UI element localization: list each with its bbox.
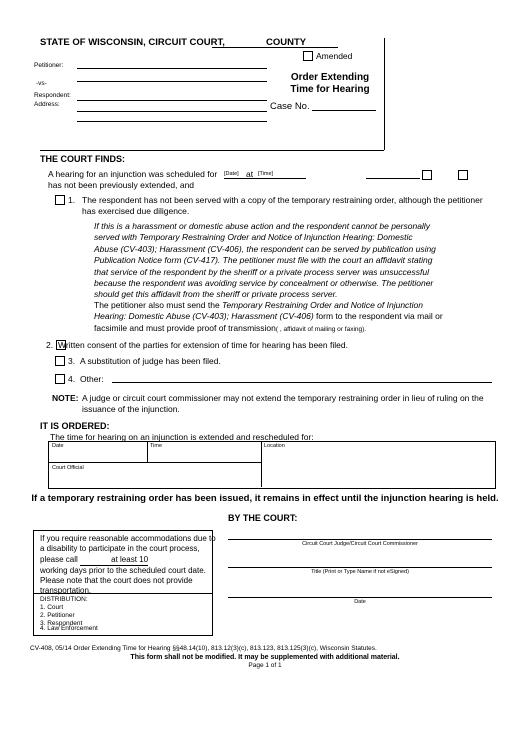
time-label: [Time] (258, 171, 274, 177)
italic-line: should get this affidavit from the sheriff or private process server. (94, 289, 338, 300)
note-label: NOTE: (52, 393, 79, 403)
date-signature-line[interactable] (228, 597, 492, 598)
item4-text: Other: (80, 374, 104, 384)
hearing-date-field[interactable] (224, 178, 306, 179)
title-line[interactable] (228, 567, 492, 568)
item1-text-line1: The respondent has not been served with a copy of the temporary restraining order, although the petitioner (82, 195, 483, 205)
header-divider (384, 38, 385, 150)
intro-text-2: has not been previously extended, and (48, 180, 195, 190)
item1-text-line2: has exercised due diligence. (82, 206, 190, 216)
other-field[interactable] (112, 382, 492, 383)
col-time-label: Time (150, 443, 163, 449)
accommodation-text: Please note that the court does not provide (40, 576, 193, 586)
italic-line: that service of the respondent by the sheriff or a private process server was unsuccessful (94, 266, 429, 277)
findings-heading: THE COURT FINDS: (40, 154, 125, 164)
accommodation-box (33, 530, 216, 636)
col-date-label: Date (52, 443, 64, 449)
item3-checkbox[interactable] (55, 356, 65, 366)
distribution-item: 3. Respondent (40, 620, 83, 627)
address-label: Address: (34, 101, 60, 108)
amended-checkbox[interactable] (303, 51, 313, 61)
item4-number: 4. (68, 374, 76, 384)
accommodation-text: a disability to participate in the court process, (40, 544, 200, 554)
col-location-label: Location (264, 443, 285, 449)
header-bottom-line (40, 150, 384, 151)
judge-signature-line[interactable] (228, 539, 492, 540)
send-text: The petitioner also must send the (94, 300, 223, 310)
italic-line: served with Temporary Restraining Order and Notice of Injunction Hearing: Domestic (94, 232, 413, 243)
hearing-checkbox-1[interactable] (422, 170, 432, 180)
tro-notice: If a temporary restraining order has been issued, it remains in effect until the injunction hearing is held. (31, 493, 499, 504)
county-name-line[interactable] (212, 47, 266, 48)
italic-line: If this is a harassment or domestic abuse action and the respondent cannot be personally (94, 221, 430, 231)
distribution-item: 4. Law Enforcement (40, 625, 98, 632)
petitioner-field[interactable] (77, 68, 267, 69)
judge-label: Circuit Court Judge/Circuit Court Commissioner (302, 541, 418, 547)
send-text-italic: Temporary Restraining Order and Notice of Injunction (222, 300, 424, 310)
form-footer-line: CV-408, 05/14 Order Extending Time for Hearing §§48.14(10), 813.12(3)(c), 813.123, 813.125(3)(c), Wisconsin Statutes. (30, 645, 377, 652)
time-cell[interactable] (147, 441, 260, 461)
accommodation-text: working days prior to the scheduled court date. (40, 565, 206, 575)
accommodation-text: If you require reasonable accommodations due to (40, 534, 216, 543)
form-title-line2: Time for Hearing (290, 84, 370, 95)
county-underline (266, 47, 338, 48)
ordered-text: The time for hearing on an injunction is extended and rescheduled for: (50, 432, 314, 442)
vs-label: -vs- (36, 80, 47, 87)
item1-number: 1. (68, 195, 76, 205)
note-line1: A judge or circuit court commissioner may not extend the temporary restraining order in lieu of ruling on the (82, 393, 484, 403)
court-label: STATE OF WISCONSIN, CIRCUIT COURT, (40, 37, 225, 48)
date-cell[interactable] (48, 441, 146, 461)
accommodation-text: transportation. (40, 586, 92, 596)
case-no-label: Case No. (270, 101, 310, 112)
court-official-cell[interactable] (48, 462, 260, 486)
location-cell[interactable] (261, 441, 493, 486)
note-line2: issuance of the injunction. (82, 404, 180, 414)
phone-field[interactable]: at least 10 (80, 555, 148, 566)
ordered-heading: IT IS ORDERED: (40, 421, 110, 431)
item3-number: 3. (68, 356, 76, 366)
title-label: Title (Print or Type Name if not eSigned) (311, 569, 409, 575)
respondent-field[interactable] (77, 100, 267, 101)
italic-line: Publication Notice form (CV-417). The petitioner must file with the court an affidavit stating (94, 255, 433, 266)
page-number: Page 1 of 1 (248, 662, 282, 669)
item3-text: A substitution of judge has been filed. (80, 356, 221, 366)
item2-number: 2. (46, 340, 54, 350)
send-text-3: facsimile and must provide proof of transmission (94, 322, 276, 333)
send-text-italic-2: Hearing: Domestic Abuse (CV-403); Harassment (CV-406) (94, 311, 314, 322)
respondent-label: Respondent: (34, 92, 71, 99)
accommodation-text: please call (40, 554, 78, 564)
send-text-small: ( , affidavit of mailing or faxing). (275, 325, 367, 333)
italic-line: Abuse (CV-403); Harassment (CV-406), the respondent can be served by publication using (94, 243, 436, 254)
address-field-1[interactable] (77, 111, 267, 112)
send-text-2: form to the respondent via mail or (313, 311, 443, 322)
hearing-extra-field[interactable] (366, 178, 420, 179)
hearing-checkbox-2[interactable] (458, 170, 468, 180)
amended-label: Amended (316, 51, 353, 61)
signature-date-label: Date (354, 599, 366, 605)
distribution-item: 2. Petitioner (40, 612, 75, 619)
item1-checkbox[interactable] (55, 195, 65, 205)
italic-paragraph (94, 221, 494, 301)
italic-line: because the respondent was avoiding service by concealment or otherwise. The petitioner (94, 278, 434, 289)
petitioner-label: Petitioner: (34, 62, 64, 69)
item2-text: Written consent of the parties for extension of time for hearing has been filed. (58, 340, 348, 350)
form-title-line1: Order Extending (290, 72, 370, 83)
at-label: at (246, 169, 254, 179)
by-the-court: BY THE COURT: (228, 513, 298, 523)
item4-checkbox[interactable] (55, 374, 65, 384)
address-field-2[interactable] (77, 121, 267, 122)
petitioner-send-paragraph (94, 300, 443, 335)
county-label: COUNTY (266, 37, 307, 48)
distribution-list (40, 596, 98, 633)
date-label: [Date] (224, 171, 239, 177)
case-no-field[interactable] (312, 110, 376, 111)
distribution-item: 1. Court (40, 604, 64, 611)
distribution-label: DISTRIBUTION: (40, 596, 88, 603)
intro-text: A hearing for an injunction was scheduled for (48, 169, 218, 179)
court-official-label: Court Official (52, 465, 84, 471)
petitioner-field-2[interactable] (77, 81, 267, 82)
footer-notice: This form shall not be modified. It may be supplemented with additional material. (130, 654, 400, 661)
